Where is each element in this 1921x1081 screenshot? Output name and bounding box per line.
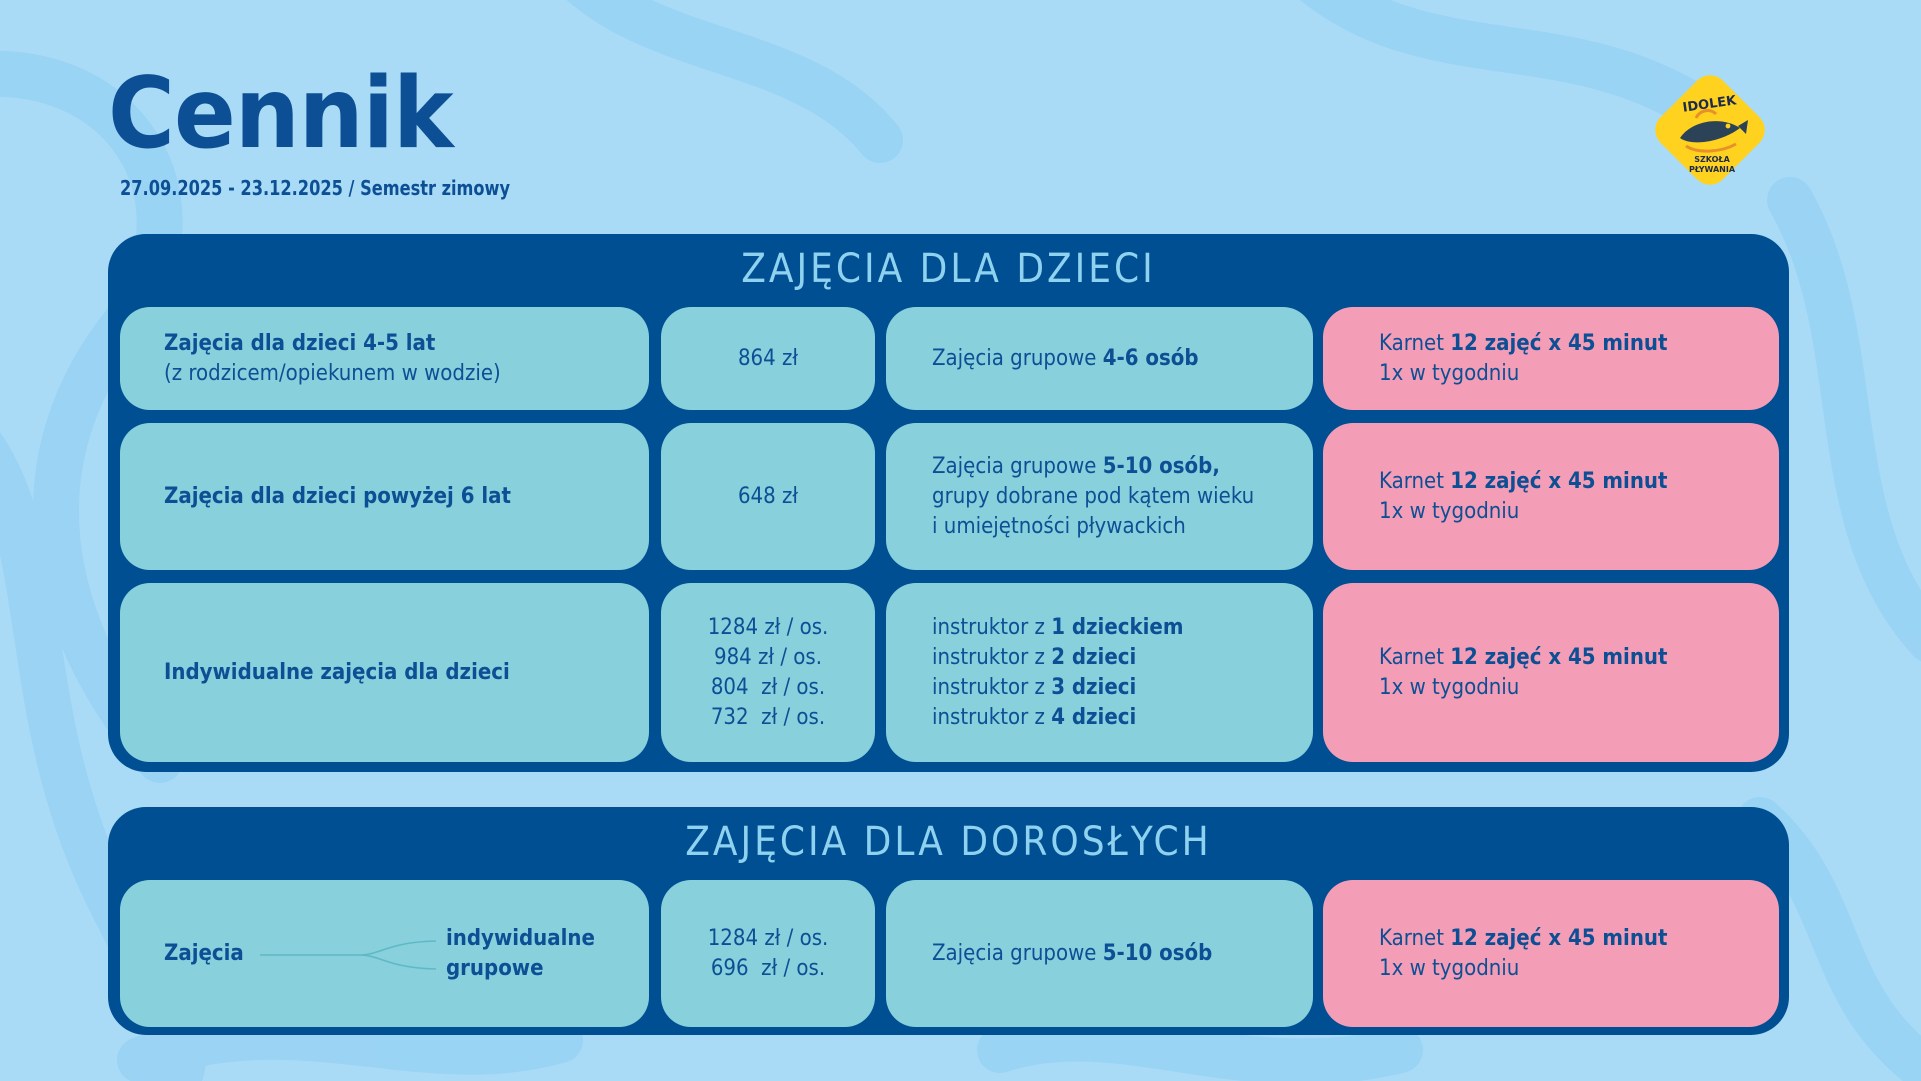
price: 648 zł	[737, 483, 799, 509]
pass-frequency: 1x w tygodniu	[1379, 360, 1520, 386]
class-name: Indywidualne zajęcia dla dzieci	[164, 659, 510, 685]
price: 804 zł / os.	[710, 674, 826, 700]
class-note: (z rodzicem/opiekunem w wodzie)	[164, 360, 501, 386]
class-name-cell	[120, 307, 649, 410]
detail-line: grupy dobrane pod kątem wieku	[932, 483, 1255, 509]
detail-line: instruktor z 1 dzieckiem	[932, 614, 1184, 640]
price-cell	[661, 423, 875, 570]
school-logo	[1640, 60, 1780, 200]
pass-cell	[1323, 583, 1779, 762]
details-cell	[886, 583, 1313, 762]
logo-name: IDOLEK	[1681, 93, 1738, 116]
option-individual: indywidualne	[446, 925, 595, 951]
adults-classes-panel	[108, 807, 1789, 1035]
class-name-cell	[120, 423, 649, 570]
price-cell	[661, 307, 875, 410]
semester-dates	[120, 176, 510, 200]
pass-cell	[1323, 423, 1779, 570]
detail-line: i umiejętności pływackich	[932, 513, 1186, 539]
pass-info: Karnet 12 zajęć x 45 minut	[1379, 468, 1668, 494]
adults-panel-title: ZAJĘCIA DLA DOROSŁYCH	[685, 819, 1212, 865]
class-name-cell	[120, 583, 649, 762]
price: 732 zł / os.	[710, 704, 826, 730]
class-name: Zajęcia	[164, 940, 244, 966]
price: 864 zł	[737, 345, 799, 371]
pass-frequency: 1x w tygodniu	[1379, 955, 1520, 981]
price: 696 zł / os.	[710, 955, 826, 981]
pass-frequency: 1x w tygodniu	[1379, 674, 1520, 700]
details-cell	[886, 307, 1313, 410]
price: 984 zł / os.	[713, 644, 822, 670]
detail-line: Zajęcia grupowe 5-10 osób	[932, 940, 1213, 966]
price-cell	[661, 583, 875, 762]
kids-panel-title: ZAJĘCIA DLA DZIECI	[741, 246, 1156, 292]
branch-connector	[260, 938, 440, 972]
class-name: Zajęcia dla dzieci powyżej 6 lat	[164, 483, 511, 509]
detail-line: instruktor z 4 dzieci	[932, 704, 1137, 730]
price: 1284 zł / os.	[707, 614, 829, 640]
detail-line: Zajęcia grupowe 5-10 osób,	[932, 453, 1220, 479]
detail-line: instruktor z 2 dzieci	[932, 644, 1137, 670]
semester-label: / Semestr zimowy	[342, 176, 511, 200]
class-type-branch	[164, 924, 649, 984]
detail-line: instruktor z 3 dzieci	[932, 674, 1137, 700]
pass-info: Karnet 12 zajęć x 45 minut	[1379, 330, 1668, 356]
pass-cell	[1323, 307, 1779, 410]
logo-line1: SZKOŁA	[1694, 155, 1730, 164]
details-cell	[886, 423, 1313, 570]
pass-frequency: 1x w tygodniu	[1379, 498, 1520, 524]
class-name-cell	[120, 880, 649, 1027]
page-title: Cennik	[108, 57, 453, 171]
price-cell	[661, 880, 875, 1027]
pass-cell	[1323, 880, 1779, 1027]
kids-classes-panel	[108, 234, 1789, 772]
pass-info: Karnet 12 zajęć x 45 minut	[1379, 925, 1668, 951]
pass-info: Karnet 12 zajęć x 45 minut	[1379, 644, 1668, 670]
class-name: Zajęcia dla dzieci 4-5 lat	[164, 330, 436, 356]
date-range: 27.09.2025 - 23.12.2025	[120, 176, 343, 200]
details-cell	[886, 880, 1313, 1027]
logo-line2: PŁYWANIA	[1688, 165, 1736, 174]
detail-line: Zajęcia grupowe 4-6 osób	[932, 345, 1199, 371]
option-group: grupowe	[446, 955, 544, 981]
price: 1284 zł / os.	[707, 925, 829, 951]
